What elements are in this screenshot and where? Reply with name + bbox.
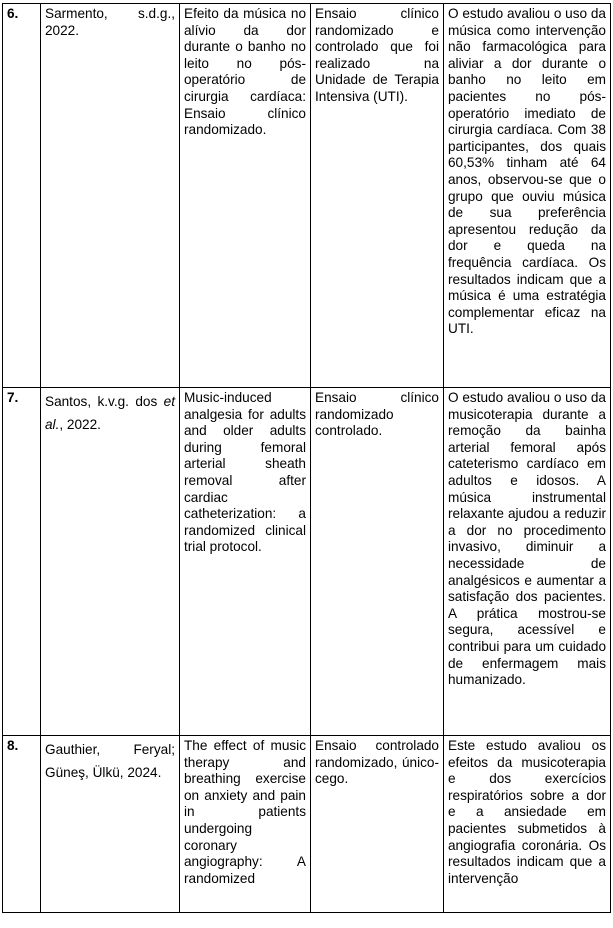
author-cell: Gauthier, Feryal; Güneş, Ülkü, 2024. [41,736,180,913]
study-design-cell: Ensaio clínico randomizado controlado. [311,388,444,736]
results-cell: O estudo avaliou o uso da musicoterapia durante a remoção da bainha arterial femoral após cateterismo cardíaco em adultos e idosos. A música instrumental relaxante ajudou a reduzir a dor no procedimento invasivo, diminuir a necessidade de analgésicos e aumentar a satisfação dos pacientes. A prática mostrou-se segura, acessível e contribui para um cuidado de enfermagem mais humanizado. [444,388,611,736]
title-cell: Efeito da música no alívio da dor durante o banho no leito no pós-operatório de cirurgia cardíaca: Ensaio clínico randomizado. [180,4,311,388]
table-row [3,4,611,388]
title-cell: The effect of music therapy and breathing exercise on anxiety and pain in patients undergoing coronary angiography: A randomized [180,736,311,913]
results-cell: Este estudo avaliou os efeitos da musicoterapia e dos exercícios respiratórios sobre a dor e a ansiedade em pacientes submetidos à angiografia coronária. Os resultados indicam que a intervenção [444,736,611,913]
results-cell: O estudo avaliou o uso da música como intervenção não farmacológica para aliviar a dor durante o banho no leito em pacientes no pós-operatório imediato de cirurgia cardíaca. Com 38 participantes, dos quais 60,53% tinham até 64 anos, observou-se que o grupo que ouviu música de sua preferência apresentou redução da dor e queda na frequência cardíaca. Os resultados indicam que a música é uma estratégia complementar eficaz na UTI. [444,4,611,388]
author-et-al: et al. [45,394,175,432]
table-row [3,736,611,913]
author-year: , 2022. [59,417,101,432]
table-row [3,388,611,736]
literature-review-table [2,3,611,913]
study-design-cell: Ensaio controlado randomizado, único-cego. [311,736,444,913]
title-cell: Music-induced analgesia for adults and older adults during femoral arterial sheath removal after cardiac catheterization: a randomized clinical trial protocol. [180,388,311,736]
author-cell [41,388,180,736]
author-cell: Sarmento, s.d.g., 2022. [41,4,180,388]
study-design-cell: Ensaio clínico randomizado e controlado que foi realizado na Unidade de Terapia Intensiva (UTI). [311,4,444,388]
row-number: 7. [3,388,41,736]
author-name: Santos, k.v.g. dos [45,394,164,409]
row-number: 6. [3,4,41,388]
row-number: 8. [3,736,41,913]
